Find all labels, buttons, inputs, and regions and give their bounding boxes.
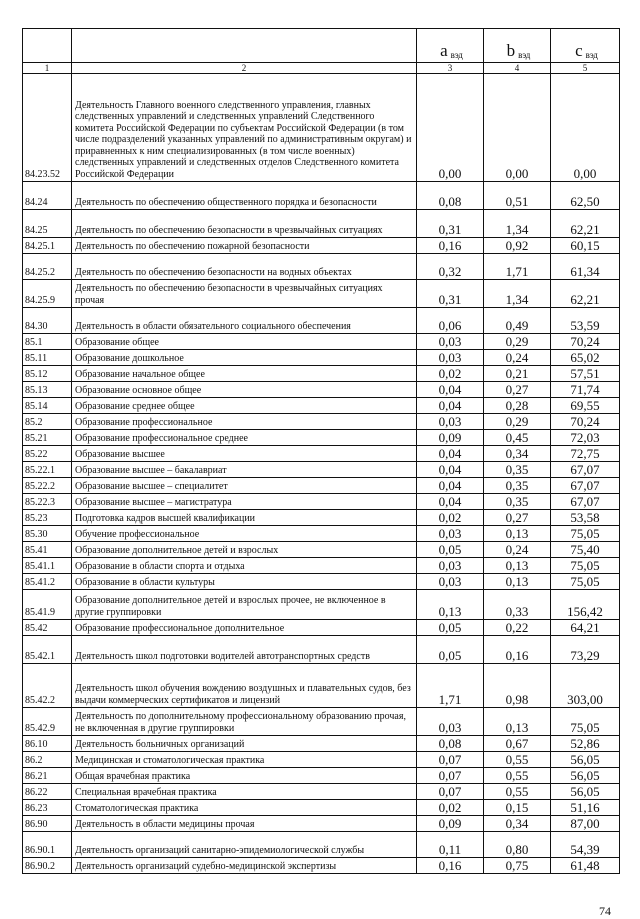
okved-code: 85.12 [23, 366, 72, 382]
header-cell-name [72, 29, 417, 63]
activity-name: Образование в области спорта и отдыха [72, 558, 417, 574]
value-b: 0,45 [484, 430, 551, 446]
activity-name: Деятельность организаций судебно-медицинской экспертизы [72, 858, 417, 874]
table-row [23, 590, 620, 620]
okved-code: 85.11 [23, 350, 72, 366]
value-c: 62,21 [551, 280, 620, 308]
value-c: 60,15 [551, 238, 620, 254]
okved-code: 85.42.2 [23, 664, 72, 708]
value-c: 67,07 [551, 494, 620, 510]
column-number: 4 [484, 63, 551, 74]
header-letter: c [575, 40, 583, 60]
value-b: 0,15 [484, 800, 551, 816]
value-a: 0,03 [417, 334, 484, 350]
value-c: 75,05 [551, 574, 620, 590]
activity-name: Образование среднее общее [72, 398, 417, 414]
table-body [23, 74, 620, 874]
okved-code: 84.24 [23, 182, 72, 210]
value-b: 0,27 [484, 510, 551, 526]
table-row [23, 510, 620, 526]
activity-name: Образование высшее – бакалавриат [72, 462, 417, 478]
header-cell-code [23, 29, 72, 63]
table-row [23, 182, 620, 210]
okved-code: 86.90 [23, 816, 72, 832]
value-a: 0,07 [417, 784, 484, 800]
value-c: 53,58 [551, 510, 620, 526]
value-b: 0,16 [484, 636, 551, 664]
value-c: 69,55 [551, 398, 620, 414]
table-row [23, 542, 620, 558]
value-a: 0,03 [417, 574, 484, 590]
value-a: 0,03 [417, 526, 484, 542]
okved-code: 85.13 [23, 382, 72, 398]
activity-name: Деятельность больничных организаций [72, 736, 417, 752]
okved-code: 85.23 [23, 510, 72, 526]
table-row [23, 334, 620, 350]
activity-name: Деятельность по обеспечению пожарной безопасности [72, 238, 417, 254]
value-c: 51,16 [551, 800, 620, 816]
okved-code: 85.30 [23, 526, 72, 542]
table-row [23, 398, 620, 414]
value-c: 56,05 [551, 784, 620, 800]
value-a: 0,03 [417, 558, 484, 574]
value-b: 0,35 [484, 494, 551, 510]
column-number: 5 [551, 63, 620, 74]
value-b: 0,34 [484, 816, 551, 832]
value-c: 87,00 [551, 816, 620, 832]
value-b: 0,13 [484, 574, 551, 590]
activity-name: Стоматологическая практика [72, 800, 417, 816]
value-a: 0,31 [417, 280, 484, 308]
table-row [23, 414, 620, 430]
activity-name: Деятельность в области обязательного социального обеспечения [72, 308, 417, 334]
table-row [23, 446, 620, 462]
value-a: 0,02 [417, 510, 484, 526]
value-b: 0,92 [484, 238, 551, 254]
okved-code: 84.23.52 [23, 74, 72, 182]
value-c: 62,21 [551, 210, 620, 238]
value-a: 0,05 [417, 636, 484, 664]
value-b: 0,27 [484, 382, 551, 398]
okved-code: 85.22 [23, 446, 72, 462]
value-a: 0,04 [417, 478, 484, 494]
activity-name: Образование начальное общее [72, 366, 417, 382]
table-row [23, 574, 620, 590]
okved-code: 84.25 [23, 210, 72, 238]
okved-code: 84.30 [23, 308, 72, 334]
value-c: 303,00 [551, 664, 620, 708]
value-c: 56,05 [551, 768, 620, 784]
activity-name: Образование высшее – магистратура [72, 494, 417, 510]
table-row [23, 736, 620, 752]
value-b: 0,98 [484, 664, 551, 708]
table-row [23, 832, 620, 858]
table-row [23, 382, 620, 398]
okved-code: 86.90.2 [23, 858, 72, 874]
value-a: 0,04 [417, 462, 484, 478]
okved-code: 85.41 [23, 542, 72, 558]
value-a: 0,00 [417, 74, 484, 182]
value-a: 0,08 [417, 736, 484, 752]
table-row [23, 664, 620, 708]
okved-code: 86.22 [23, 784, 72, 800]
value-b: 0,29 [484, 414, 551, 430]
table-row [23, 800, 620, 816]
value-b: 1,71 [484, 254, 551, 280]
okved-code: 86.90.1 [23, 832, 72, 858]
value-c: 75,40 [551, 542, 620, 558]
okved-code: 85.41.2 [23, 574, 72, 590]
table-row [23, 620, 620, 636]
table-row [23, 858, 620, 874]
activity-name: Общая врачебная практика [72, 768, 417, 784]
activity-name: Образование профессиональное среднее [72, 430, 417, 446]
header-subscript: вэд [585, 49, 598, 60]
okved-code: 85.22.1 [23, 462, 72, 478]
value-b: 0,13 [484, 708, 551, 736]
table-row [23, 478, 620, 494]
table-row [23, 280, 620, 308]
okved-code: 85.1 [23, 334, 72, 350]
value-a: 0,05 [417, 620, 484, 636]
value-c: 75,05 [551, 708, 620, 736]
value-b: 0,55 [484, 768, 551, 784]
table-row [23, 526, 620, 542]
value-c: 61,34 [551, 254, 620, 280]
value-b: 0,13 [484, 558, 551, 574]
table-row [23, 558, 620, 574]
value-a: 0,13 [417, 590, 484, 620]
value-c: 52,86 [551, 736, 620, 752]
okved-code: 84.25.9 [23, 280, 72, 308]
table-row [23, 816, 620, 832]
table-row [23, 708, 620, 736]
okved-code: 86.21 [23, 768, 72, 784]
table-row [23, 768, 620, 784]
value-c: 56,05 [551, 752, 620, 768]
value-a: 0,16 [417, 238, 484, 254]
value-c: 64,21 [551, 620, 620, 636]
value-b: 0,55 [484, 752, 551, 768]
activity-name: Специальная врачебная практика [72, 784, 417, 800]
value-a: 0,03 [417, 350, 484, 366]
activity-name: Деятельность школ подготовки водителей автотранспортных средств [72, 636, 417, 664]
okved-code: 85.41.9 [23, 590, 72, 620]
table-row [23, 210, 620, 238]
value-b: 0,33 [484, 590, 551, 620]
activity-name: Образование в области культуры [72, 574, 417, 590]
value-b: 0,13 [484, 526, 551, 542]
value-a: 0,16 [417, 858, 484, 874]
okved-code: 85.14 [23, 398, 72, 414]
activity-name: Деятельность по обеспечению безопасности в чрезвычайных ситуациях [72, 210, 417, 238]
value-c: 70,24 [551, 334, 620, 350]
value-a: 0,31 [417, 210, 484, 238]
value-a: 0,04 [417, 446, 484, 462]
okved-code: 85.42 [23, 620, 72, 636]
column-number: 1 [23, 63, 72, 74]
value-c: 70,24 [551, 414, 620, 430]
value-c: 72,03 [551, 430, 620, 446]
value-b: 0,80 [484, 832, 551, 858]
activity-name: Подготовка кадров высшей квалификации [72, 510, 417, 526]
okved-code: 85.22.3 [23, 494, 72, 510]
value-b: 0,24 [484, 350, 551, 366]
value-a: 0,32 [417, 254, 484, 280]
value-c: 67,07 [551, 462, 620, 478]
value-b: 0,29 [484, 334, 551, 350]
table-row [23, 254, 620, 280]
header-cell-c [551, 29, 620, 63]
value-a: 0,07 [417, 752, 484, 768]
activity-name: Деятельность по дополнительному профессиональному образованию прочая, не включенная в другие группировки [72, 708, 417, 736]
value-b: 0,75 [484, 858, 551, 874]
table-row [23, 350, 620, 366]
document-page [22, 28, 619, 918]
okved-code: 85.42.9 [23, 708, 72, 736]
header-subscript: вэд [450, 49, 463, 60]
column-numbers-row [23, 63, 620, 74]
activity-name: Деятельность по обеспечению безопасности на водных объектах [72, 254, 417, 280]
value-c: 61,48 [551, 858, 620, 874]
value-c: 75,05 [551, 526, 620, 542]
value-a: 0,07 [417, 768, 484, 784]
activity-name: Образование основное общее [72, 382, 417, 398]
value-b: 0,55 [484, 784, 551, 800]
value-c: 156,42 [551, 590, 620, 620]
table-row [23, 74, 620, 182]
column-number: 2 [72, 63, 417, 74]
value-c: 73,29 [551, 636, 620, 664]
value-a: 0,04 [417, 398, 484, 414]
activity-name: Деятельность Главного военного следственного управления, главных следственных управлений и следственных управлений Следственного комитета Российской Федерации по субъектам Российской Федерации (в том числе подразделений указанных управлений по административным округам) и приравненных к ним специализированных (в том числе военных) следственных управлений и следственных отделов Следственного комитета Российской Федерации [72, 74, 417, 182]
value-a: 0,02 [417, 366, 484, 382]
okved-code: 86.10 [23, 736, 72, 752]
value-a: 0,09 [417, 430, 484, 446]
value-c: 0,00 [551, 74, 620, 182]
value-b: 0,00 [484, 74, 551, 182]
value-b: 1,34 [484, 210, 551, 238]
value-b: 0,34 [484, 446, 551, 462]
activity-name: Деятельность по обеспечению безопасности в чрезвычайных ситуациях прочая [72, 280, 417, 308]
value-a: 0,08 [417, 182, 484, 210]
header-letter: a [440, 40, 448, 60]
value-b: 0,35 [484, 462, 551, 478]
okved-code: 84.25.2 [23, 254, 72, 280]
value-a: 1,71 [417, 664, 484, 708]
table-row [23, 636, 620, 664]
column-number: 3 [417, 63, 484, 74]
table-row [23, 366, 620, 382]
value-c: 67,07 [551, 478, 620, 494]
activity-name: Образование дошкольное [72, 350, 417, 366]
value-b: 0,67 [484, 736, 551, 752]
activity-name: Образование общее [72, 334, 417, 350]
activity-name: Деятельность организаций санитарно-эпидемиологической службы [72, 832, 417, 858]
value-a: 0,05 [417, 542, 484, 558]
header-cell-b [484, 29, 551, 63]
value-a: 0,04 [417, 382, 484, 398]
activity-name: Медицинская и стоматологическая практика [72, 752, 417, 768]
table-row [23, 238, 620, 254]
okved-code: 85.41.1 [23, 558, 72, 574]
okved-code: 85.21 [23, 430, 72, 446]
value-c: 71,74 [551, 382, 620, 398]
header-subscript: вэд [518, 49, 531, 60]
value-a: 0,06 [417, 308, 484, 334]
activity-name: Обучение профессиональное [72, 526, 417, 542]
value-b: 0,24 [484, 542, 551, 558]
value-c: 57,51 [551, 366, 620, 382]
value-c: 54,39 [551, 832, 620, 858]
value-b: 0,21 [484, 366, 551, 382]
activity-name: Образование высшее [72, 446, 417, 462]
table-row [23, 784, 620, 800]
value-a: 0,09 [417, 816, 484, 832]
value-a: 0,03 [417, 414, 484, 430]
activity-name: Образование дополнительное детей и взрослых [72, 542, 417, 558]
page-number: 74 [599, 904, 611, 918]
activity-name: Образование дополнительное детей и взрослых прочее, не включенное в другие группировки [72, 590, 417, 620]
okved-code: 86.2 [23, 752, 72, 768]
table-header-row [23, 29, 620, 63]
okved-code: 85.42.1 [23, 636, 72, 664]
header-letter: b [506, 40, 516, 60]
activity-name: Образование профессиональное [72, 414, 417, 430]
activity-name: Образование профессиональное дополнительное [72, 620, 417, 636]
table-row [23, 494, 620, 510]
value-c: 53,59 [551, 308, 620, 334]
value-b: 0,28 [484, 398, 551, 414]
coefficients-table [22, 28, 620, 874]
value-b: 0,35 [484, 478, 551, 494]
value-b: 0,49 [484, 308, 551, 334]
activity-name: Деятельность школ обучения вождению воздушных и плавательных судов, без выдачи коммерческих сертификатов и лицензий [72, 664, 417, 708]
value-c: 65,02 [551, 350, 620, 366]
value-c: 75,05 [551, 558, 620, 574]
value-b: 0,22 [484, 620, 551, 636]
okved-code: 85.22.2 [23, 478, 72, 494]
header-cell-a [417, 29, 484, 63]
activity-name: Деятельность в области медицины прочая [72, 816, 417, 832]
table-row [23, 462, 620, 478]
value-a: 0,04 [417, 494, 484, 510]
value-b: 1,34 [484, 280, 551, 308]
value-c: 72,75 [551, 446, 620, 462]
table-row [23, 752, 620, 768]
table-row [23, 430, 620, 446]
activity-name: Деятельность по обеспечению общественного порядка и безопасности [72, 182, 417, 210]
value-b: 0,51 [484, 182, 551, 210]
value-a: 0,02 [417, 800, 484, 816]
okved-code: 86.23 [23, 800, 72, 816]
activity-name: Образование высшее – специалитет [72, 478, 417, 494]
value-a: 0,11 [417, 832, 484, 858]
okved-code: 85.2 [23, 414, 72, 430]
value-a: 0,03 [417, 708, 484, 736]
okved-code: 84.25.1 [23, 238, 72, 254]
table-row [23, 308, 620, 334]
value-c: 62,50 [551, 182, 620, 210]
